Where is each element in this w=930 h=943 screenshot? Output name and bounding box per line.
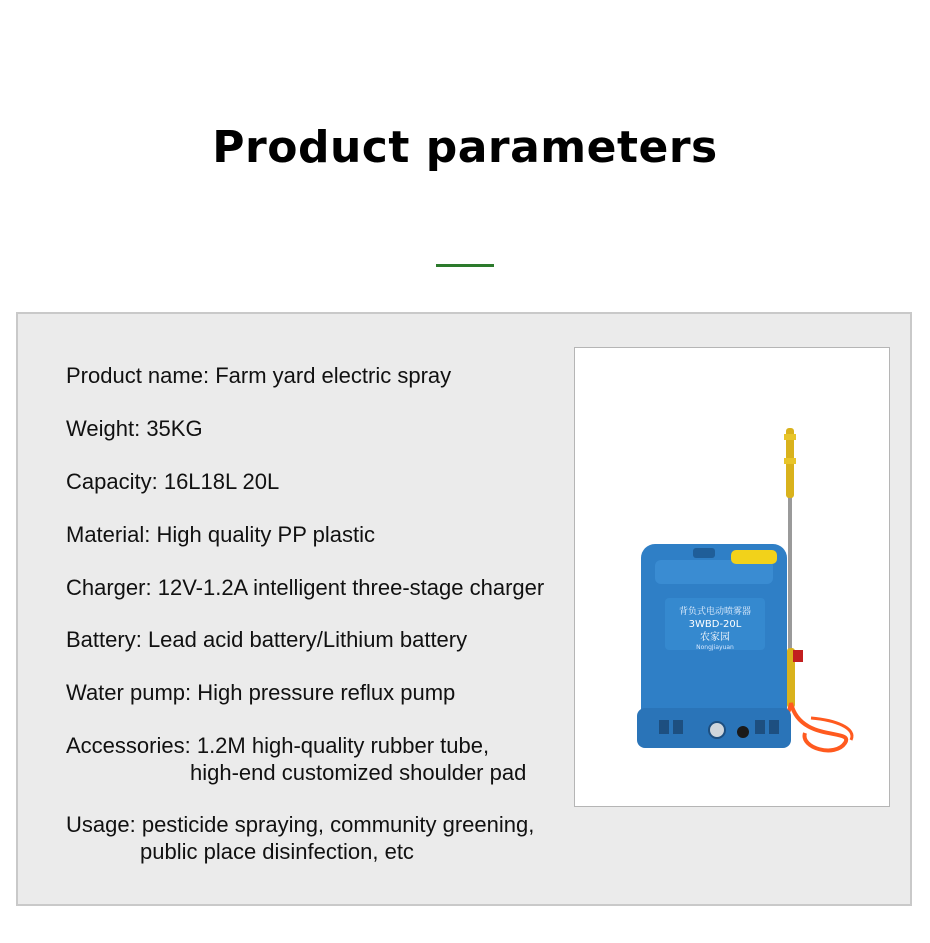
- spec-value: pesticide spraying, community greening,: [141, 812, 535, 837]
- spec-value: 35KG: [146, 416, 203, 441]
- spec-continuation: high-end customized shoulder pad: [190, 760, 527, 785]
- product-image: [574, 347, 890, 807]
- spec-label: Charger: [66, 575, 146, 600]
- trigger-switch: [793, 650, 803, 662]
- spec-label: Material: [66, 522, 145, 547]
- spec-value: Farm yard electric spray: [215, 363, 452, 388]
- spec-value: 12V-1.2A intelligent three-stage charger: [157, 575, 545, 600]
- spec-battery: Battery: Lead acid battery/Lithium battery: [66, 627, 468, 652]
- tank-brand-pinyin: NongJiayuan: [696, 644, 734, 651]
- tank-cap: [731, 550, 777, 564]
- spec-product-name: Product name: Farm yard electric spray: [66, 363, 452, 388]
- spec-weight: Weight: 35KG: [66, 416, 203, 441]
- spec-panel: [16, 312, 912, 906]
- spec-value: 1.2M high-quality rubber tube,: [196, 733, 490, 758]
- spec-value: High quality PP plastic: [156, 522, 375, 547]
- tank-label-cn: 背负式电动喷雾器: [678, 607, 752, 617]
- spec-label: Weight: [66, 416, 135, 441]
- page-title: Product parameters: [212, 122, 718, 173]
- spec-label: Usage: [66, 812, 130, 837]
- hose-outlet: [737, 726, 749, 738]
- spec-label: Capacity: [66, 469, 152, 494]
- spec-value: High pressure reflux pump: [197, 680, 456, 705]
- tank-brand-cn: 农家园: [700, 632, 730, 643]
- spec-label: Accessories: [66, 733, 185, 758]
- spec-continuation: public place disinfection, etc: [140, 839, 414, 864]
- spec-material: Material: High quality PP plastic: [66, 522, 375, 547]
- spec-water-pump: Water pump: High pressure reflux pump: [66, 680, 456, 705]
- spec-label: Product name: [66, 363, 203, 388]
- sprayer-illustration: [575, 348, 891, 808]
- spec-usage: Usage: pesticide spraying, community greening, public place disinfection, etc: [66, 812, 535, 864]
- tank-model: 3WBD-20L: [688, 619, 742, 630]
- spec-charger: Charger: 12V-1.2A intelligent three-stage charger: [66, 575, 545, 600]
- title-divider: [436, 264, 494, 267]
- power-knob: [709, 722, 725, 738]
- spec-accessories: Accessories: 1.2M high-quality rubber tube, high-end customized shoulder pad: [66, 733, 527, 785]
- spec-value: 16L18L 20L: [163, 469, 280, 494]
- spec-label: Battery: [66, 627, 136, 652]
- spec-value: Lead acid battery/Lithium battery: [147, 627, 468, 652]
- spec-capacity: Capacity: 16L18L 20L: [66, 469, 280, 494]
- spec-label: Water pump: [66, 680, 186, 705]
